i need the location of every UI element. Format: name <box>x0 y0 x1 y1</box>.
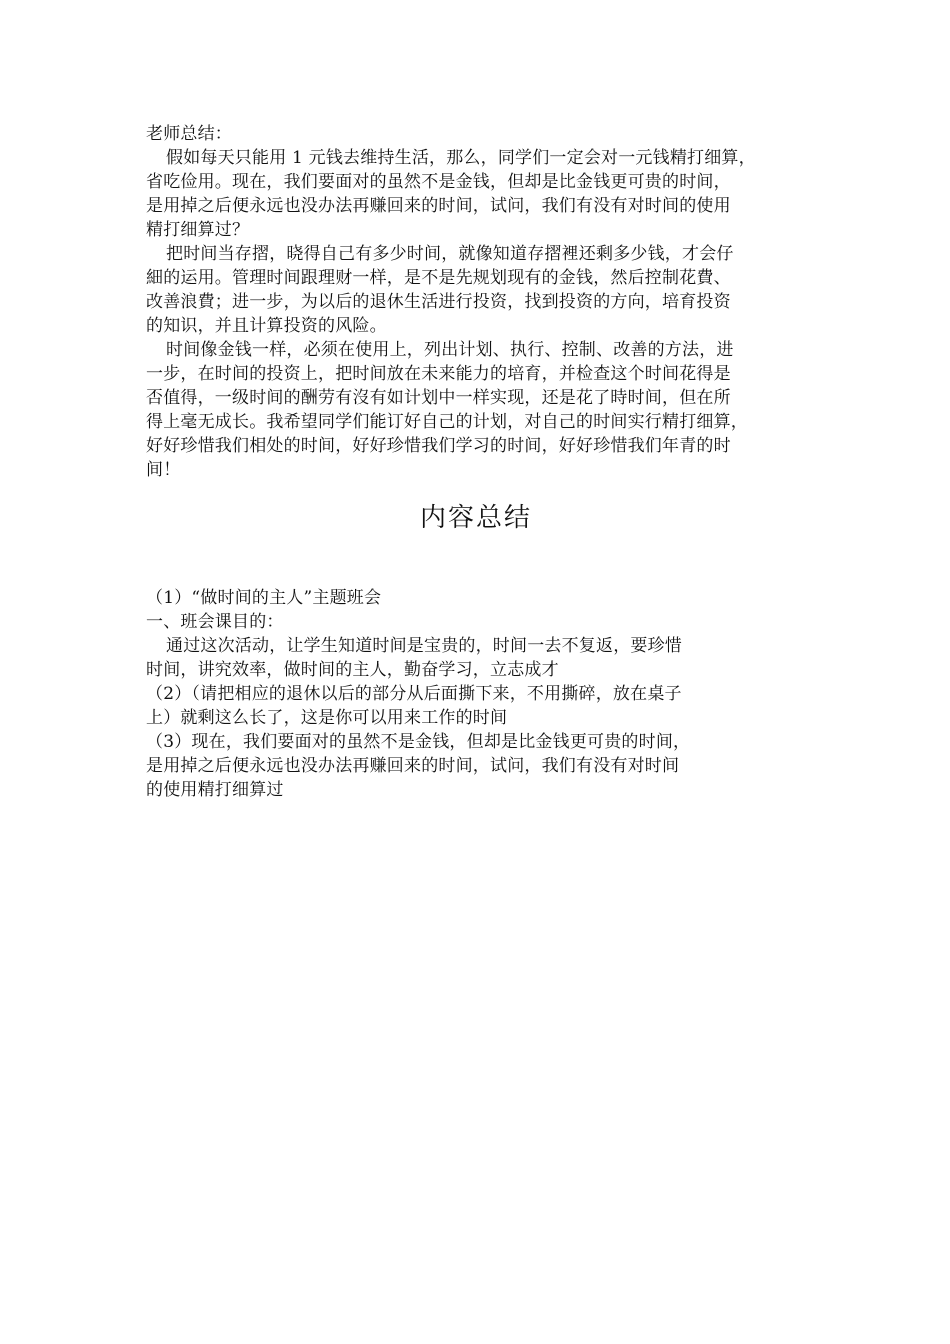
teacher-summary-heading: 老师总结： <box>146 124 232 144</box>
paragraph-line: 精打细算过？ <box>146 220 250 240</box>
paragraph-line: 把时间当存摺，晓得自己有多少时间，就像知道存摺裡还剩多少钱，才会仔 <box>166 244 734 264</box>
paragraph-line: 间！ <box>146 460 181 480</box>
teacher-summary-paragraph-3 <box>146 338 806 482</box>
paragraph-line: 的知识，并且计算投资的风险。 <box>146 316 387 336</box>
teacher-summary-paragraph-1 <box>146 146 806 242</box>
paragraph-line: 改善浪費；进一步，为以后的退休生活进行投资，找到投资的方向，培育投资 <box>146 292 731 312</box>
paragraph-line: 假如每天只能用 1 元钱去维持生活，那么，同学们一定会对一元钱精打细算， <box>166 148 756 168</box>
summary-item-1: （1）“做时间的主人”主题班会 <box>146 588 382 608</box>
teacher-summary-paragraph-2 <box>146 242 806 338</box>
content-summary-title: 内容总结 <box>419 503 532 533</box>
paragraph-line: 細的运用。管理时间跟理财一样，是不是先规划现有的金钱，然后控制花費、 <box>146 268 731 288</box>
objective-heading: 一、班会课目的： <box>146 612 284 632</box>
objective-paragraph <box>146 634 806 682</box>
summary-item-3 <box>146 730 806 802</box>
paragraph-line: 时间，讲究效率，做时间的主人，勤奋学习，立志成才 <box>146 660 559 680</box>
paragraph-line: 否值得，一级时间的酬劳有沒有如计划中一样实现，还是花了時时间，但在所 <box>146 388 731 408</box>
paragraph-line: 时间像金钱一样，必须在使用上，列出计划、执行、控制、改善的方法，进 <box>166 340 734 360</box>
paragraph-line: 得上毫无成长。我希望同学们能订好自己的计划，对自己的时间实行精打细算， <box>146 412 748 432</box>
paragraph-line: 一步，在时间的投资上，把时间放在未来能力的培育，并检查这个时间花得是 <box>146 364 731 384</box>
paragraph-line: 是用掉之后便永远也没办法再赚回来的时间，试问，我们有没有对时间 <box>146 756 680 776</box>
paragraph-line: 的使用精打细算过 <box>146 780 284 800</box>
paragraph-line: （3）现在，我们要面对的虽然不是金钱，但却是比金钱更可贵的时间， <box>146 732 691 752</box>
paragraph-line: 是用掉之后便永远也没办法再赚回来的时间，试问，我们有没有对时间的使用 <box>146 196 731 216</box>
paragraph-line: 好好珍惜我们相处的时间，好好珍惜我们学习的时间，好好珍惜我们年青的时 <box>146 436 731 456</box>
paragraph-line: 省吃俭用。现在，我们要面对的虽然不是金钱，但却是比金钱更可贵的时间， <box>146 172 731 192</box>
paragraph-line: 上）就剩这么长了，这是你可以用来工作的时间 <box>146 708 508 728</box>
paragraph-line: 通过这次活动，让学生知道时间是宝贵的，时间一去不复返，要珍惜 <box>166 636 682 656</box>
summary-item-2 <box>146 682 806 730</box>
paragraph-line: （2）（请把相应的退休以后的部分从后面撕下来，不用撕碎，放在桌子 <box>146 684 682 704</box>
document-page <box>146 122 806 802</box>
